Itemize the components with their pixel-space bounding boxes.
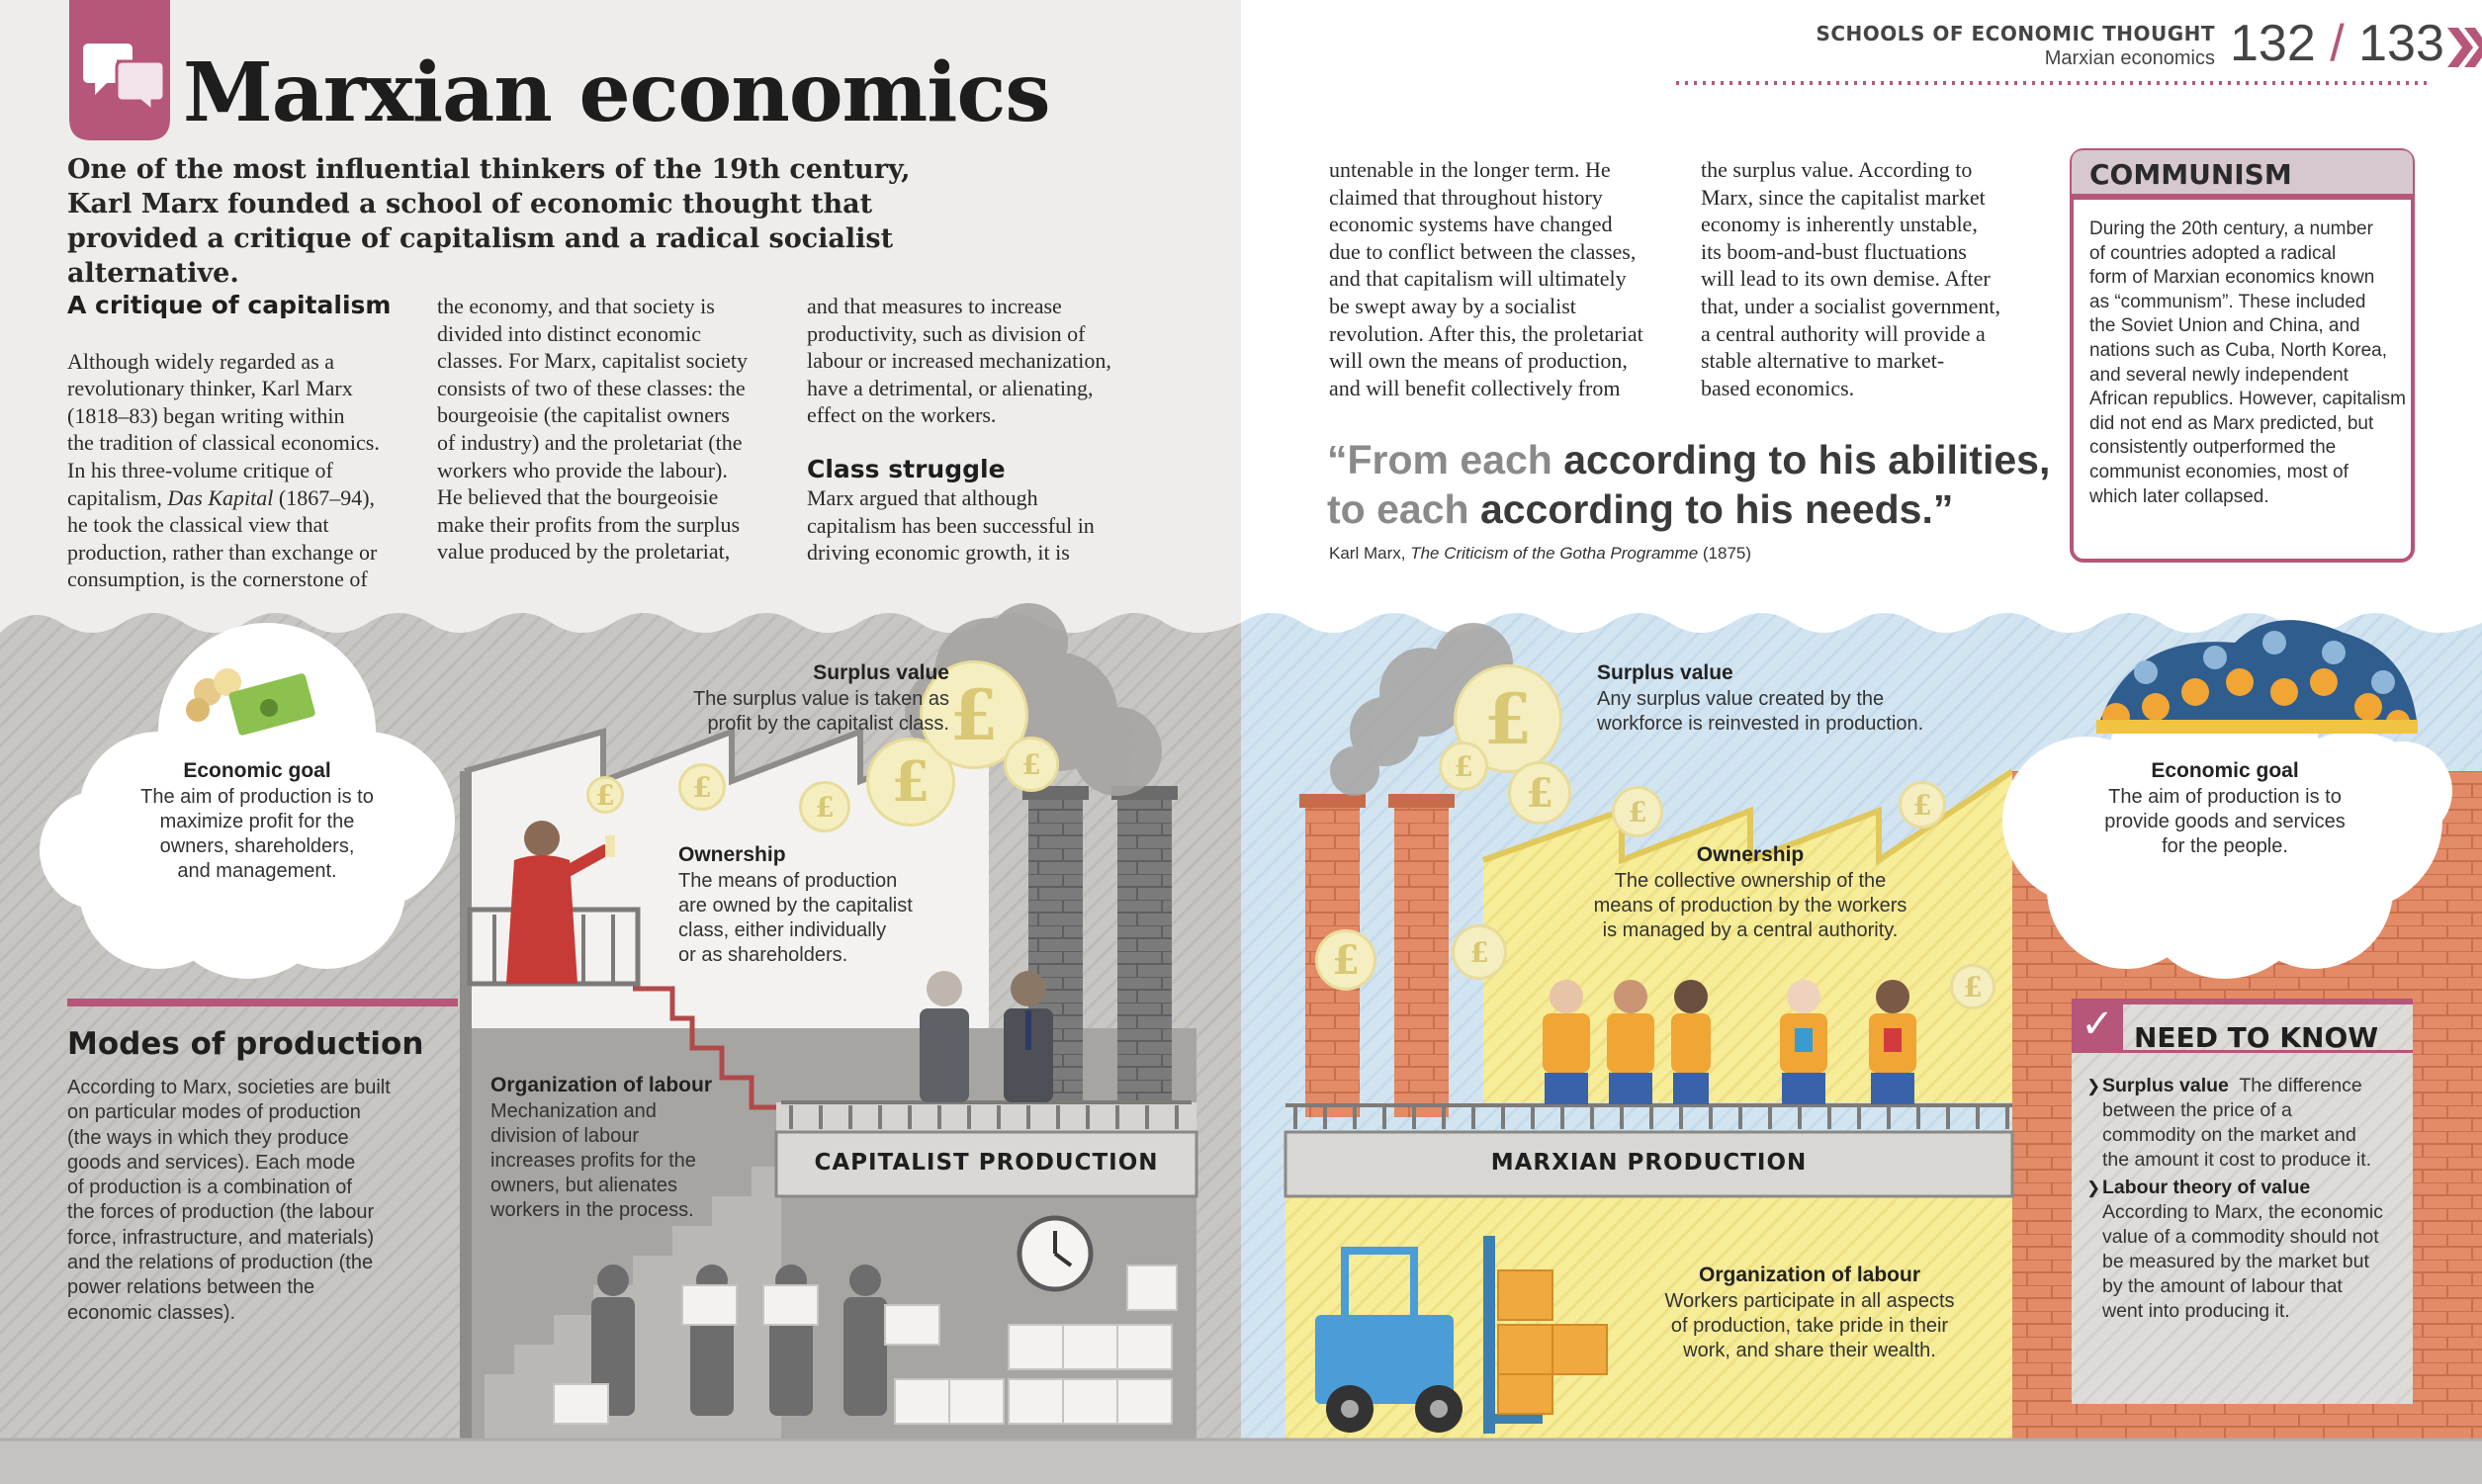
bullet-chevron-icon: ❯ (2086, 1077, 2101, 1095)
quote-line1-emphasis: “From each (1327, 437, 1564, 482)
quote-attribution (1329, 544, 1751, 564)
running-header (1681, 22, 2215, 70)
section-subtitle: Marxian economics (2044, 47, 2215, 69)
clock-icon (1019, 1218, 1091, 1289)
capitalist-org-body: Mechanization and division of labour increases profits for the owners, but alienates workers in the process. (490, 1100, 696, 1221)
quote-author: Karl Marx, (1329, 544, 1411, 563)
capitalist-goal-body: The aim of production is to maximize profit for the owners, shareholders, and management. (140, 786, 374, 882)
quote-year: (1875) (1698, 544, 1752, 563)
marxian-surplus-title: Surplus value (1597, 661, 1733, 684)
pound-coin-icon: £ (1950, 964, 1995, 1009)
class-struggle-heading: Class struggle (807, 455, 1006, 483)
intro-paragraph: One of the most influential thinkers of the 19th century, Karl Marx founded a school of economic thought that provided a critique of capitalism and a radical socialist alternative. (67, 154, 911, 289)
modes-body: According to Marx, societies are built on particular modes of production (the ways in which they produce goods and services). Each mode of production is a combination of the forces of production (the labour force, infrastructure, and materials) and the relations of production (the power relations between the economic classes). (67, 1077, 391, 1324)
class-struggle-column-3: Marx argued that although capitalism has been successful in driving economic growth, it is (807, 485, 1095, 566)
capitalist-surplus-body: The surplus value is taken as profit by the capitalist class. (692, 688, 949, 735)
marxian-goal-title: Economic goal (2151, 759, 2299, 782)
term-labour-theory: Labour theory of value (2102, 1177, 2311, 1198)
class-struggle-column-5: the surplus value. According to Marx, since the capitalist market economy is inherently unstable, its boom-and-bust fluctuations will lead to its own demise. After that, under a socialist government, a central authority will provide a stable alternative to market- based economics. (1701, 157, 2001, 400)
critique-text-a: Although widely regarded as a revolutionary thinker, Karl Marx (1818–83) began writing within the tradition of classical economics. In his three-volume critique of capitalism, (67, 348, 380, 510)
pound-coin-icon: £ (866, 738, 955, 827)
page-number-right: 133 (2358, 15, 2444, 72)
critique-column-1 (67, 320, 423, 593)
quote-line2-emphasis: to each (1327, 486, 1480, 532)
section-title: SCHOOLS OF ECONOMIC THOUGHT (1816, 22, 2215, 45)
marxian-org-title: Organization of labour (1699, 1264, 1920, 1286)
capitalist-ownership-body: The means of production are owned by the capitalist class, either individually or as shareholders. (678, 870, 913, 966)
pound-coin-icon: £ (1454, 664, 1562, 773)
checkmark-icon: ✓ (2081, 1002, 2114, 1047)
pound-coin-icon: £ (799, 781, 850, 832)
quote-work: The Criticism of the Gotha Programme (1410, 544, 1699, 563)
term-surplus-value: Surplus value (2102, 1075, 2229, 1096)
need-to-know-list (2086, 1074, 2408, 1324)
capitalist-production-banner: CAPITALIST PRODUCTION (814, 1150, 1159, 1176)
bullet-chevron-icon: ❯ (2086, 1178, 2101, 1197)
pound-coin-icon: £ (586, 776, 624, 814)
pound-coin-icon: £ (1899, 781, 1946, 829)
capitalist-org-title: Organization of labour (490, 1074, 712, 1096)
capitalist-goal-title: Economic goal (183, 759, 331, 782)
critique-text-b: (1867–94), he took the classical view that production, rather than exchange or consumption, is the cornerstone of (67, 484, 378, 592)
pound-coin-icon: £ (1315, 929, 1376, 991)
pull-quote (1327, 435, 2059, 534)
book-title: Das Kapital (167, 484, 274, 510)
critique-column-2: the economy, and that society is divided into distinct economic classes. For Marx, capitalist society consists of two of these classes: the bourgeoisie (the capitalist owners of industry) and the proletariat (the workers who provide the labour). He believed that the bourgeoisie make their profits from the surplus value produced by the proletariat, (437, 294, 749, 565)
pound-coin-icon: £ (1452, 924, 1507, 980)
need-to-know-item (2086, 1074, 2408, 1173)
pound-coin-icon: £ (920, 660, 1028, 769)
page-number-separator: / (2330, 15, 2345, 72)
marxian-goal-body: The aim of production is to provide goods and services for the people. (2104, 786, 2346, 857)
pound-coin-icon: £ (678, 763, 726, 811)
marxian-surplus-body: Any surplus value created by the workforce is reinvested in production. (1597, 688, 1924, 735)
quote-line1: according to his abilities, (1563, 437, 2051, 482)
pound-coin-icon: £ (1508, 761, 1571, 825)
capitalist-surplus-title: Surplus value (813, 661, 949, 684)
pound-coin-icon: £ (1439, 742, 1488, 791)
page-number-left: 132 (2230, 15, 2316, 72)
critique-column-3: and that measures to increase productivity, such as division of labour or increased mechanization, have a detrimental, or alienating, effect on the workers. (807, 294, 1111, 428)
need-to-know-item (2086, 1176, 2408, 1324)
term-surplus-value-def: The difference between the price of a commodity on the market and the amount it cost to produce it. (2102, 1075, 2372, 1171)
page-title: Marxian economics (183, 45, 1050, 140)
marxian-production-banner: MARXIAN PRODUCTION (1490, 1150, 1808, 1176)
pound-coin-icon: £ (1004, 737, 1059, 792)
critique-heading: A critique of capitalism (67, 291, 392, 319)
marxian-org-body: Workers participate in all aspects of production, take pride in their work, and share their wealth. (1664, 1290, 1955, 1361)
marxian-ownership-title: Ownership (1696, 843, 1805, 866)
term-labour-theory-def: According to Marx, the economic value of a commodity should not be measured by the market but by the amount of labour that went into producing it. (2102, 1201, 2383, 1322)
modes-heading: Modes of production (67, 1026, 424, 1062)
quote-line2: according to his needs.” (1479, 486, 1954, 532)
need-to-know-title: NEED TO KNOW (2134, 1021, 2379, 1054)
marxian-ownership-body: The collective ownership of the means of production by the workers is managed by a central authority. (1593, 870, 1907, 941)
class-struggle-column-4: untenable in the longer term. He claimed that throughout history economic systems have changed due to conflict between the classes, and that capitalism will ultimately be swept away by a socialist revolution. After this, the proletariat will own the means of production, and will benefit collectively from (1329, 157, 1643, 400)
communism-body: During the 20th century, a number of countries adopted a radical form of Marxian economics known as “communism”. These included the Soviet Union and China, and nations such as Cuba, North Korea, and several newly independent African republics. However, capitalism did not end as Marx predicted, but consistently outperformed the communist economies, most of which later collapsed. (2089, 218, 2406, 507)
page-numbers (2230, 14, 2444, 73)
capitalist-ownership-title: Ownership (678, 843, 786, 866)
communism-title: COMMUNISM (2089, 158, 2292, 191)
pound-coin-icon: £ (1612, 786, 1663, 837)
